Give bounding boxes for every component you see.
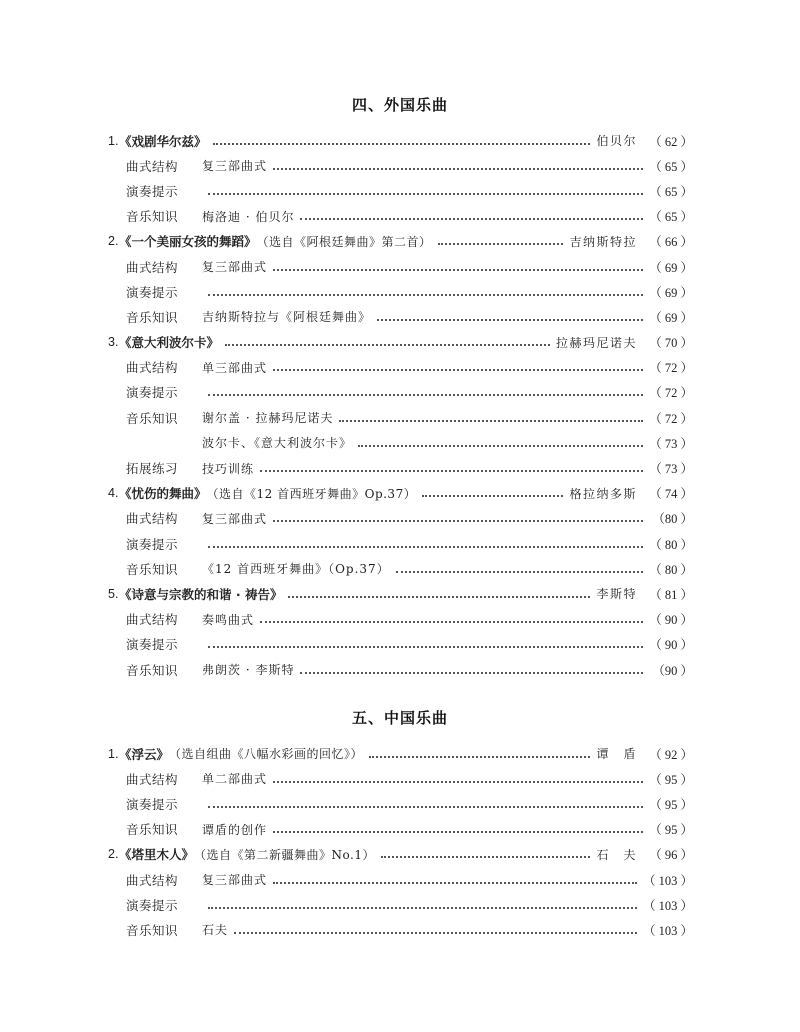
toc-subentry[interactable] — [108, 254, 693, 279]
dot-leader — [438, 231, 564, 245]
subentry-detail: 《12 首西班牙舞曲》（Op.37） — [202, 562, 390, 577]
entry-title-text: 《诗意与宗教的和谐 · 祷告》 — [119, 586, 283, 602]
toc-subentry[interactable] — [108, 657, 693, 682]
subentry-detail: 复三部曲式 — [202, 260, 268, 275]
dot-leader — [260, 458, 643, 472]
subentry-detail: 谢尔盖 · 拉赫玛尼诺夫 — [202, 411, 334, 426]
subentry-detail: 梅洛迪 · 伯贝尔 — [202, 209, 295, 224]
toc-subentry[interactable] — [108, 917, 693, 942]
entry-title — [119, 585, 282, 603]
page-number: （ 69 ） — [649, 310, 693, 325]
subentry-label: 演奏提示 — [126, 183, 179, 199]
entry-title — [119, 484, 207, 502]
dot-leader — [208, 282, 643, 296]
subentry-detail: 吉纳斯特拉与《阿根廷舞曲》 — [202, 310, 372, 325]
page-number: （ 72 ） — [649, 361, 693, 376]
dot-leader — [396, 559, 643, 573]
subentry-label: 曲式结构 — [126, 771, 179, 787]
page-number: （ 66 ） — [649, 235, 693, 250]
subentry-label: 曲式结构 — [126, 158, 179, 174]
toc-entry[interactable] — [108, 330, 693, 355]
page-number: （ 92 ） — [649, 747, 693, 762]
page-number: （ 62 ） — [649, 134, 693, 149]
entry-title — [119, 845, 194, 863]
page-number: （ 103 ） — [642, 873, 693, 888]
dot-leader — [300, 660, 643, 674]
toc-subentry[interactable] — [108, 355, 693, 380]
toc-subentry[interactable] — [108, 531, 693, 556]
toc-subentry[interactable] — [108, 817, 693, 842]
subentry-label: 演奏提示 — [126, 284, 179, 300]
subentry-detail: 复三部曲式 — [202, 511, 268, 526]
entry-note: （选自《12 首西班牙舞曲》Op.37） — [206, 486, 417, 501]
toc-entry[interactable] — [108, 842, 693, 867]
dot-leader — [208, 181, 643, 195]
dot-leader — [260, 609, 643, 623]
dot-leader — [288, 584, 590, 598]
subentry-label: 音乐知识 — [126, 922, 179, 938]
dot-leader — [381, 844, 591, 858]
page-number: （ 69 ） — [649, 285, 693, 300]
toc-subentry[interactable] — [108, 632, 693, 657]
toc-subentry[interactable] — [108, 380, 693, 405]
page-number: （ 73 ） — [649, 436, 693, 451]
entry-composer: 谭 盾 — [596, 747, 637, 762]
dot-leader — [273, 769, 643, 783]
dot-leader — [339, 408, 643, 422]
page-number: （ 95 ） — [649, 772, 693, 787]
entry-composer: 石 夫 — [596, 847, 637, 862]
entry-number: 2. — [108, 234, 119, 249]
subentry-label: 曲式结构 — [126, 511, 179, 527]
section-title-foreign: 四、外国乐曲 — [351, 96, 448, 114]
dot-leader — [422, 483, 563, 497]
entry-composer: 格拉纳多斯 — [569, 486, 637, 501]
entry-title-text: 《意大利波尔卡》 — [119, 335, 220, 351]
page-number: （ 80 ） — [649, 537, 693, 552]
toc-list-foreign — [108, 128, 693, 682]
page-number: （ 70 ） — [649, 336, 693, 351]
entry-title — [119, 333, 219, 351]
entry-number: 5. — [108, 586, 119, 601]
page-number: （ 72 ） — [649, 411, 693, 426]
subentry-label: 曲式结构 — [126, 360, 179, 376]
dot-leader — [213, 131, 591, 145]
subentry-detail: 单二部曲式 — [202, 772, 268, 787]
entry-number: 1. — [108, 746, 119, 761]
page-number: （ 81 ） — [649, 587, 693, 602]
subentry-label: 音乐知识 — [126, 822, 179, 838]
toc-subentry[interactable] — [108, 867, 693, 892]
page-number: （ 90 ） — [649, 638, 693, 653]
subentry-detail: 谭盾的创作 — [202, 822, 268, 837]
page-number: （ 95 ） — [649, 797, 693, 812]
entry-title-text: 《忧伤的舞曲》 — [119, 486, 207, 502]
subentry-label: 音乐知识 — [126, 561, 179, 577]
subentry-label: 演奏提示 — [126, 897, 179, 913]
page-number: （ 74 ） — [649, 487, 693, 502]
toc-entry[interactable] — [108, 741, 693, 766]
page-number: （80 ） — [652, 512, 693, 527]
entry-composer: 李斯特 — [596, 587, 637, 602]
toc-subentry[interactable] — [108, 405, 693, 430]
dot-leader — [208, 634, 643, 648]
toc-subentry[interactable] — [108, 607, 693, 632]
page-number: （ 65 ） — [649, 159, 693, 174]
subentry-label: 演奏提示 — [126, 796, 179, 812]
toc-subentry[interactable] — [108, 279, 693, 304]
dot-leader — [208, 382, 643, 396]
page-number: （ 80 ） — [649, 562, 693, 577]
page-number: （ 65 ） — [649, 184, 693, 199]
toc-subentry[interactable] — [108, 178, 693, 203]
dot-leader — [377, 307, 643, 321]
subentry-label: 曲式结构 — [126, 872, 179, 888]
dot-leader — [273, 357, 643, 371]
entry-composer: 拉赫玛尼诺夫 — [555, 335, 637, 350]
dot-leader — [300, 206, 643, 220]
subentry-detail: 波尔卡、《意大利波尔卡》 — [202, 436, 353, 451]
toc-subentry[interactable] — [108, 204, 693, 229]
subentry-detail: 石夫 — [202, 923, 229, 938]
toc-entry[interactable] — [108, 128, 693, 153]
subentry-label: 音乐知识 — [126, 410, 179, 426]
subentry-detail: 复三部曲式 — [202, 873, 268, 888]
subentry-label: 拓展练习 — [126, 461, 179, 477]
toc-subentry[interactable] — [108, 304, 693, 329]
page-number: （90 ） — [652, 663, 693, 678]
page-number: （ 95 ） — [649, 823, 693, 838]
entry-title-text: 《一个美丽女孩的舞蹈》 — [119, 234, 257, 250]
subentry-label: 音乐知识 — [126, 662, 179, 678]
entry-note: （选自组曲《八幅水彩画的回忆》） — [169, 747, 364, 762]
entry-number: 1. — [108, 133, 119, 148]
entry-title-text: 《浮云》 — [119, 746, 170, 762]
toc-list-chinese — [108, 741, 693, 943]
subentry-label: 演奏提示 — [126, 385, 179, 401]
page-number: （ 69 ） — [649, 260, 693, 275]
subentry-detail: 技巧训练 — [202, 461, 255, 476]
subentry-detail: 弗朗茨 · 李斯特 — [202, 663, 295, 678]
subentry-label: 演奏提示 — [126, 536, 179, 552]
dot-leader — [358, 433, 643, 447]
entry-title-text: 《戏剧华尔兹》 — [119, 133, 207, 149]
page-number: （ 90 ） — [649, 613, 693, 628]
page-number: （ 65 ） — [649, 210, 693, 225]
entry-note: （选自《阿根廷舞曲》第二首） — [256, 234, 432, 249]
toc-subentry[interactable] — [108, 556, 693, 581]
dot-leader — [273, 870, 637, 884]
toc-entry[interactable] — [108, 481, 693, 506]
dot-leader — [225, 332, 550, 346]
subentry-detail: 单三部曲式 — [202, 360, 268, 375]
dot-leader — [273, 819, 643, 833]
entry-note: （选自《第二新疆舞曲》No.1） — [194, 847, 375, 862]
dot-leader — [208, 794, 643, 808]
dot-leader — [208, 534, 643, 548]
toc-subentry[interactable] — [108, 455, 693, 480]
toc-subentry[interactable] — [108, 892, 693, 917]
dot-leader — [273, 257, 643, 271]
toc-entry[interactable] — [108, 229, 693, 254]
toc-subentry[interactable] — [108, 791, 693, 816]
toc-subentry[interactable] — [108, 153, 693, 178]
dot-leader — [208, 895, 637, 909]
dot-leader — [234, 920, 637, 934]
page-number: （ 103 ） — [642, 923, 693, 938]
page-number: （ 72 ） — [649, 386, 693, 401]
toc-entry[interactable] — [108, 581, 693, 606]
entry-composer: 吉纳斯特拉 — [569, 234, 637, 249]
subentry-label: 曲式结构 — [126, 259, 179, 275]
subentry-label: 音乐知识 — [126, 209, 179, 225]
page-number: （ 96 ） — [649, 848, 693, 863]
dot-leader — [273, 156, 643, 170]
subentry-label: 曲式结构 — [126, 612, 179, 628]
subentry-detail: 奏鸣曲式 — [202, 612, 255, 627]
entry-title — [119, 132, 207, 150]
page-number: （ 103 ） — [642, 898, 693, 913]
entry-title — [119, 232, 257, 250]
dot-leader — [369, 744, 590, 758]
toc-subentry[interactable] — [108, 430, 693, 455]
page-number: （ 73 ） — [649, 462, 693, 477]
entry-number: 4. — [108, 486, 119, 501]
entry-number: 2. — [108, 847, 119, 862]
toc-subentry[interactable] — [108, 506, 693, 531]
entry-composer: 伯贝尔 — [596, 134, 637, 149]
entry-title — [119, 745, 169, 763]
subentry-label: 演奏提示 — [126, 637, 179, 653]
entry-number: 3. — [108, 335, 119, 350]
entry-title-text: 《塔里木人》 — [119, 847, 195, 863]
dot-leader — [273, 508, 643, 522]
subentry-label: 音乐知识 — [126, 309, 179, 325]
section-title-chinese: 五、中国乐曲 — [351, 709, 448, 727]
toc-subentry[interactable] — [108, 766, 693, 791]
subentry-detail: 复三部曲式 — [202, 159, 268, 174]
